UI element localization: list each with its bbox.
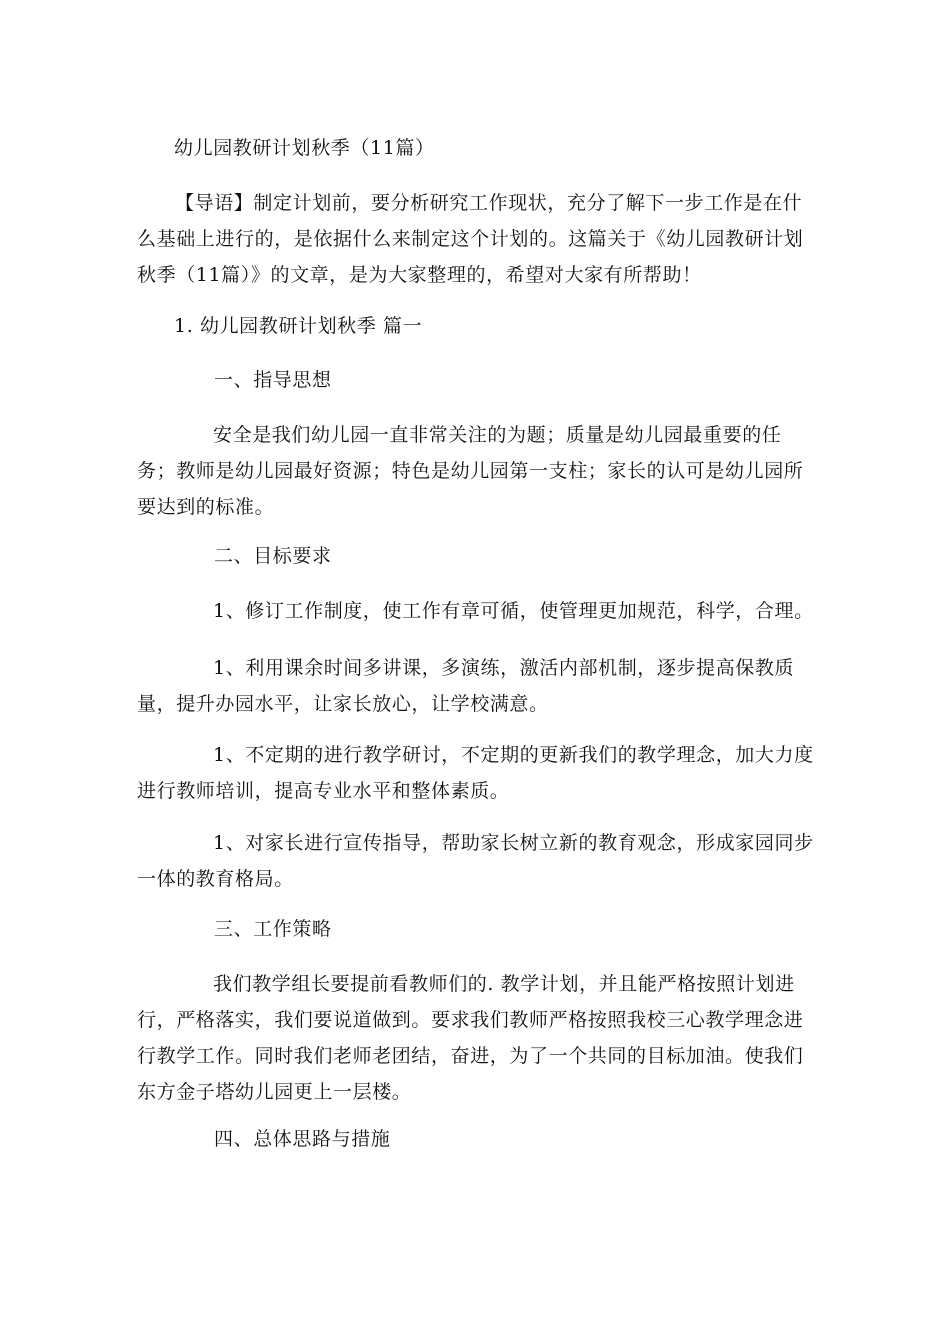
paragraph-guiding-thought: 安全是我们幼儿园一直非常关注的为题；质量是幼儿园最重要的任务；教师是幼儿园最好资源；特色是幼儿园第一支柱；家长的认可是幼儿园所要达到的标准。 (137, 424, 804, 518)
paragraph-goal-2: 1、利用课余时间多讲课，多演练，激活内部机制，逐步提高保教质量，提升办园水平，让家长放心，让学校满意。 (137, 657, 795, 715)
paragraph-goal-3: 1、不定期的进行教学研讨，不定期的更新我们的教学理念，加大力度进行教师培训，提高专业水平和整体素质。 (137, 744, 814, 802)
paragraph-goal-1: 1、修订工作制度，使工作有章可循，使管理更加规范，科学，合理。 (213, 600, 814, 622)
section-title: 1. 幼儿园教研计划秋季 篇一 (174, 315, 423, 337)
heading-goals: 二、目标要求 (214, 545, 332, 567)
heading-overall-approach: 四、总体思路与措施 (214, 1128, 391, 1150)
intro-paragraph: 【导语】制定计划前，要分析研究工作现状，充分了解下一步工作是在什么基础上进行的，是依据什么来制定这个计划的。这篇关于《幼儿园教研计划秋季（11篇）》的文章，是为大家整理的，希望对大家有所帮助！ (137, 192, 804, 286)
paragraph-strategy: 我们教学组长要提前看教师们的. 教学计划，并且能严格按照计划进行，严格落实，我们要说道做到。要求我们教师严格按照我校三心教学理念进行教学工作。同时我们老师老团结，奋进，为了一个共同的目标加油。使我们东方金子塔幼儿园更上一层楼。 (137, 973, 804, 1103)
heading-strategy: 三、工作策略 (214, 918, 332, 940)
heading-guiding-thought: 一、指导思想 (214, 369, 332, 391)
document-title: 幼儿园教研计划秋季（11篇） (174, 137, 435, 159)
paragraph-goal-4: 1、对家长进行宣传指导，帮助家长树立新的教育观念，形成家园同步一体的教育格局。 (137, 832, 814, 890)
